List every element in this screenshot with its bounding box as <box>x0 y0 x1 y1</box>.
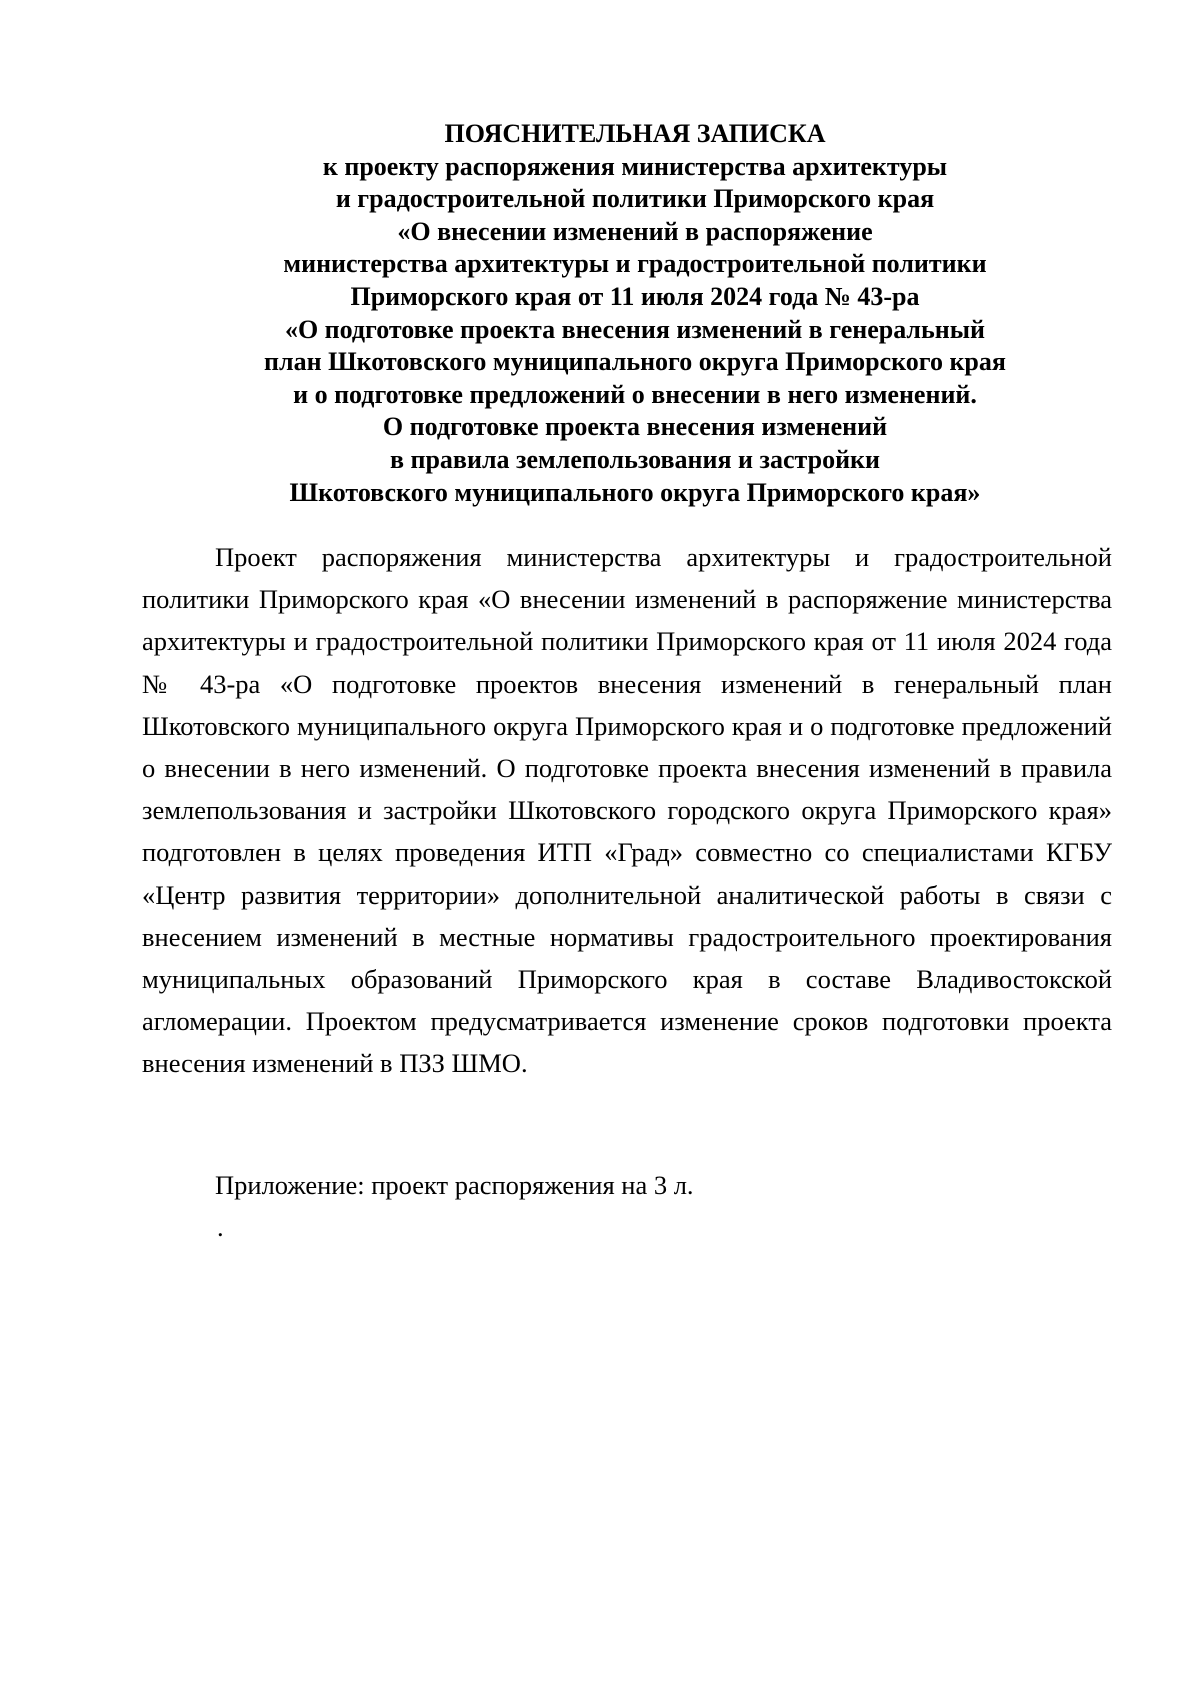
title-line: и градостроительной политики Приморского края <box>335 184 935 214</box>
document-title <box>140 118 1130 509</box>
trailing-mark: . <box>217 1212 224 1242</box>
appendix-note: Приложение: проект распоряжения на 3 л. <box>215 1170 694 1200</box>
title-line: к проекту распоряжения министерства архитектуры <box>322 151 948 181</box>
title-line: план Шкотовского муниципального округа Приморского края <box>264 347 1006 377</box>
title-line: Приморского края от 11 июля 2024 года № 43-ра <box>350 281 920 311</box>
title-line: Шкотовского муниципального округа Приморского края» <box>289 477 981 507</box>
title-line: «О внесении изменений в распоряжение <box>397 216 873 246</box>
title-line: в правила землепользования и застройки <box>389 444 881 474</box>
title-line: О подготовке проекта внесения изменений <box>382 412 888 442</box>
title-line: министерства архитектуры и градостроительной политики <box>283 249 987 279</box>
title-line: «О подготовке проекта внесения изменений в генеральный <box>284 314 986 344</box>
body-paragraph: Проект распоряжения министерства архитектуры и градостроительной политики Приморского края «О внесении изменений в распоряжение министерства архитектуры и градостроительной политики Приморского края от 11 июля 2024 года № 43-ра «О подготовке проектов внесения изменений в генеральный план Шкотовского муниципального округа Приморского края и о подготовке предложений о внесении в него изменений. О подготовке проекта внесения изменений в правила землепользования и застройки Шкотовского городского округа Приморского края» подготовлен в целях проведения ИТП «Град» совместно со специалистами КГБУ «Центр развития территории» дополнительной аналитической работы в связи с внесением изменений в местные нормативы градостроительного проектирования муниципальных образований Приморского края в составе Владивостокской агломерации. Проектом предусматривается изменение сроков подготовки проекта внесения изменений в ПЗЗ ШМО. <box>142 542 1112 1079</box>
title-line: и о подготовке предложений о внесении в него изменений. <box>293 379 977 409</box>
title-line: ПОЯСНИТЕЛЬНАЯ ЗАПИСКА <box>444 119 826 148</box>
